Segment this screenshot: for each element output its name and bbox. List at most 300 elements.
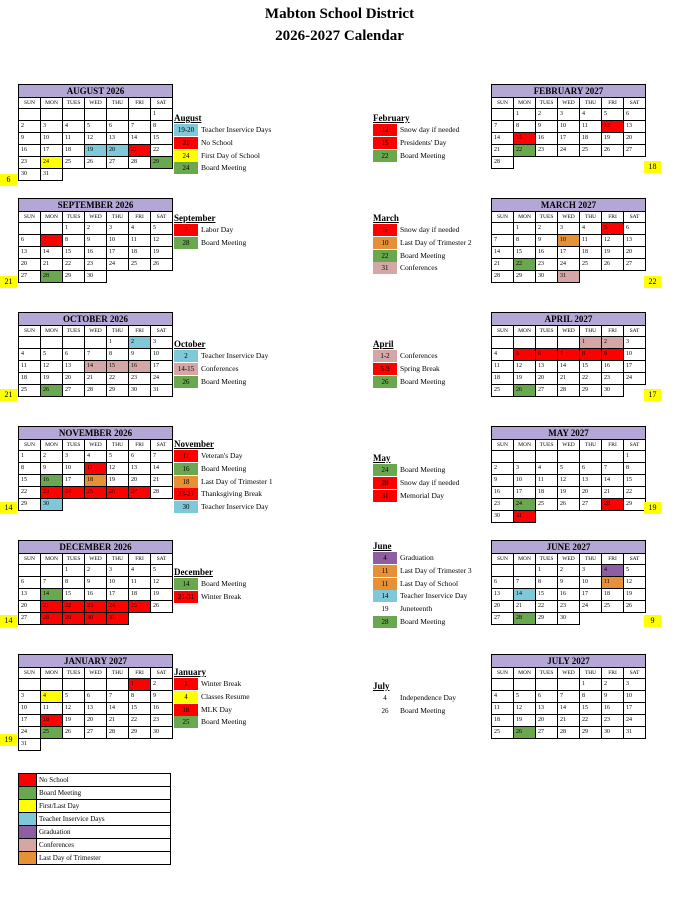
day-cell: 9: [536, 235, 558, 247]
day-name: MON: [41, 98, 63, 109]
event-text: Last Day of School: [400, 578, 459, 588]
day-cell: 25: [129, 601, 151, 613]
month-header: JULY 2027: [492, 655, 646, 668]
event-text: Conferences: [201, 364, 239, 374]
day-cell: 12: [514, 361, 536, 373]
day-cell: 22: [514, 259, 536, 271]
event-date-badge: 21-31: [174, 591, 198, 603]
day-cell: 10: [151, 349, 173, 361]
legend-swatch: [19, 852, 37, 865]
day-cell: 9: [129, 349, 151, 361]
day-cell: 21: [492, 145, 514, 157]
day-name: WED: [85, 98, 107, 109]
day-cell: [514, 337, 536, 349]
day-cell: 21: [558, 373, 580, 385]
day-cell: 2: [85, 223, 107, 235]
event-text: Winter Break: [201, 592, 242, 602]
day-count-badge: 22: [644, 276, 661, 288]
day-cell: 3: [558, 109, 580, 121]
day-name: TUES: [63, 326, 85, 337]
event-date-badge: 26: [373, 376, 397, 388]
legend-swatch: [19, 774, 37, 787]
day-cell: 19: [85, 145, 107, 157]
day-cell: 11: [41, 703, 63, 715]
day-cell: [580, 157, 602, 169]
day-cell: [624, 385, 646, 397]
day-cell: [558, 157, 580, 169]
day-count-badge: 19: [644, 502, 661, 514]
day-cell: 15: [19, 475, 41, 487]
day-name: THU: [107, 554, 129, 565]
day-cell: [107, 169, 129, 181]
event-row: [373, 237, 472, 250]
day-cell: 17: [580, 589, 602, 601]
day-cell: 1: [129, 679, 151, 691]
day-cell: 19: [151, 589, 173, 601]
day-cell: 11: [19, 361, 41, 373]
day-cell: 27: [19, 613, 41, 625]
event-date-badge: 30: [174, 501, 198, 513]
day-cell: 27: [19, 271, 41, 283]
day-cell: 31: [107, 613, 129, 625]
event-text: Teacher Inservice Days: [201, 125, 272, 135]
event-date-badge: 11: [174, 450, 198, 462]
event-text: Board Meeting: [201, 238, 247, 248]
day-cell: 31: [558, 271, 580, 283]
event-date-badge: 5: [373, 224, 397, 236]
event-row: [373, 249, 472, 262]
day-cell: 26: [514, 727, 536, 739]
event-text: Last Day of Trimester 3: [400, 566, 472, 576]
event-month: November: [174, 439, 214, 449]
day-cell: 1: [107, 337, 129, 349]
legend-swatch: [19, 787, 37, 800]
day-cell: 28: [129, 157, 151, 169]
day-cell: 24: [624, 373, 646, 385]
day-name: SAT: [624, 98, 646, 109]
day-cell: 18: [41, 715, 63, 727]
day-cell: 14: [492, 133, 514, 145]
day-cell: 13: [536, 361, 558, 373]
day-cell: 9: [85, 235, 107, 247]
day-cell: 6: [85, 691, 107, 703]
day-cell: [63, 109, 85, 121]
month-header: JUNE 2027: [492, 541, 646, 554]
day-cell: 27: [624, 145, 646, 157]
day-cell: 8: [624, 463, 646, 475]
day-cell: 15: [514, 247, 536, 259]
day-cell: 24: [107, 601, 129, 613]
day-cell: 5: [63, 691, 85, 703]
day-cell: 18: [602, 589, 624, 601]
day-cell: 5: [624, 565, 646, 577]
day-cell: 5: [151, 565, 173, 577]
day-cell: [624, 157, 646, 169]
event-row: [373, 577, 472, 590]
day-cell: [107, 739, 129, 751]
day-cell: 4: [85, 451, 107, 463]
day-cell: 27: [580, 499, 602, 511]
day-cell: 28: [107, 727, 129, 739]
event-date-badge: 21: [174, 137, 198, 149]
event-date-badge: 11: [373, 578, 397, 590]
day-cell: [151, 739, 173, 751]
event-list: [373, 540, 472, 628]
day-cell: 25: [41, 727, 63, 739]
month-calendar: [18, 540, 173, 625]
day-cell: [41, 223, 63, 235]
day-cell: 19: [602, 247, 624, 259]
day-name: SUN: [492, 668, 514, 679]
day-cell: 30: [85, 271, 107, 283]
day-cell: 10: [19, 703, 41, 715]
event-text: Teacher Inservice Day: [201, 502, 269, 512]
month-header: MARCH 2027: [492, 199, 646, 212]
day-cell: 2: [19, 121, 41, 133]
event-text: Graduation: [400, 553, 434, 563]
day-cell: 23: [41, 487, 63, 499]
day-cell: 21: [558, 715, 580, 727]
day-cell: [19, 337, 41, 349]
event-text: Board Meeting: [400, 150, 446, 160]
day-cell: 15: [514, 133, 536, 145]
day-count-badge: 21: [0, 389, 17, 401]
day-cell: 20: [129, 475, 151, 487]
day-name: THU: [107, 440, 129, 451]
day-cell: 6: [19, 235, 41, 247]
event-text: Board Meeting: [400, 465, 446, 475]
day-cell: 5: [107, 451, 129, 463]
day-cell: [536, 157, 558, 169]
event-date-badge: 4: [373, 552, 397, 564]
day-name: TUES: [63, 98, 85, 109]
day-cell: 30: [536, 271, 558, 283]
day-cell: 6: [580, 463, 602, 475]
day-cell: 21: [41, 259, 63, 271]
event-row: [174, 716, 250, 729]
day-cell: 29: [63, 271, 85, 283]
day-cell: [107, 499, 129, 511]
event-text: Winter Break: [201, 679, 242, 689]
day-cell: [514, 157, 536, 169]
legend-label: Board Meeting: [37, 787, 171, 800]
day-cell: 11: [602, 577, 624, 589]
event-text: Memorial Day: [400, 490, 444, 500]
event-date-badge: 24: [174, 150, 198, 162]
event-row: [174, 137, 271, 150]
event-row: [373, 590, 472, 603]
day-cell: 27: [63, 385, 85, 397]
event-date-badge: 12: [373, 124, 397, 136]
event-list: [373, 680, 456, 717]
day-cell: 5: [514, 691, 536, 703]
day-cell: 1: [580, 679, 602, 691]
event-row: [373, 363, 445, 376]
day-cell: 7: [151, 451, 173, 463]
day-cell: 26: [602, 145, 624, 157]
page-subtitle: 2026-2027 Calendar: [275, 28, 404, 44]
event-text: Last Day of Trimester 2: [400, 238, 472, 248]
event-text: First Day of School: [201, 150, 260, 160]
day-cell: 27: [129, 487, 151, 499]
day-cell: 10: [514, 475, 536, 487]
day-cell: 15: [536, 589, 558, 601]
day-cell: 6: [624, 223, 646, 235]
day-cell: 18: [129, 589, 151, 601]
day-cell: 10: [624, 349, 646, 361]
day-cell: 29: [19, 499, 41, 511]
day-cell: 6: [624, 109, 646, 121]
event-text: Board Meeting: [201, 579, 247, 589]
day-cell: [536, 337, 558, 349]
day-cell: 9: [558, 577, 580, 589]
event-row: [373, 464, 459, 477]
day-cell: [602, 613, 624, 625]
legend-row: [19, 852, 171, 865]
event-text: MLK Day: [201, 704, 233, 714]
event-date-badge: 5-9: [373, 363, 397, 375]
event-list: [373, 112, 459, 162]
day-cell: [63, 739, 85, 751]
day-cell: [85, 499, 107, 511]
day-cell: 4: [602, 565, 624, 577]
day-cell: 7: [492, 121, 514, 133]
day-name: WED: [558, 440, 580, 451]
day-cell: 2: [41, 451, 63, 463]
event-date-badge: 28: [174, 237, 198, 249]
day-cell: 19: [624, 589, 646, 601]
day-cell: 9: [151, 691, 173, 703]
event-date-badge: 14: [174, 578, 198, 590]
day-cell: [129, 739, 151, 751]
event-list: [174, 212, 246, 249]
day-cell: 11: [536, 475, 558, 487]
day-name: MON: [41, 554, 63, 565]
day-name: THU: [580, 440, 602, 451]
day-cell: 12: [85, 133, 107, 145]
day-cell: 19: [514, 715, 536, 727]
day-name: MON: [514, 668, 536, 679]
day-cell: 1: [514, 109, 536, 121]
day-name: THU: [107, 668, 129, 679]
event-date-badge: 14-15: [174, 363, 198, 375]
day-cell: 5: [41, 349, 63, 361]
day-cell: [602, 511, 624, 523]
day-cell: 11: [63, 133, 85, 145]
day-cell: [514, 679, 536, 691]
event-row: [174, 237, 246, 250]
event-month: June: [373, 541, 392, 551]
day-cell: 7: [558, 349, 580, 361]
event-date-badge: 23-27: [174, 488, 198, 500]
day-cell: 15: [107, 361, 129, 373]
day-cell: 31: [19, 739, 41, 751]
day-cell: 22: [536, 601, 558, 613]
day-name: SUN: [492, 440, 514, 451]
day-cell: 7: [492, 235, 514, 247]
day-cell: 21: [151, 475, 173, 487]
day-cell: [492, 451, 514, 463]
event-text: Classes Resume: [201, 692, 250, 702]
event-list: [373, 338, 445, 388]
day-cell: 1: [19, 451, 41, 463]
day-cell: [129, 613, 151, 625]
day-cell: [624, 511, 646, 523]
day-cell: 24: [41, 157, 63, 169]
day-cell: [107, 271, 129, 283]
day-cell: 26: [602, 259, 624, 271]
legend-row: [19, 800, 171, 813]
day-cell: 20: [536, 715, 558, 727]
day-cell: 11: [492, 703, 514, 715]
day-cell: 21: [107, 715, 129, 727]
day-cell: 19: [41, 373, 63, 385]
legend-label: First/Last Day: [37, 800, 171, 813]
day-cell: 25: [492, 727, 514, 739]
day-name: WED: [85, 554, 107, 565]
day-name: FRI: [602, 440, 624, 451]
day-cell: 15: [63, 247, 85, 259]
event-date-badge: 24: [373, 464, 397, 476]
day-name: SUN: [19, 440, 41, 451]
day-cell: 20: [624, 247, 646, 259]
day-cell: 25: [492, 385, 514, 397]
day-cell: [19, 109, 41, 121]
day-cell: 16: [492, 487, 514, 499]
event-text: Conferences: [400, 263, 438, 273]
day-cell: 10: [558, 235, 580, 247]
day-cell: 3: [107, 565, 129, 577]
event-text: Thanksgiving Break: [201, 489, 263, 499]
day-cell: 12: [602, 121, 624, 133]
day-cell: 21: [492, 259, 514, 271]
month-header: SEPTEMBER 2026: [19, 199, 173, 212]
day-cell: 6: [107, 121, 129, 133]
day-cell: 8: [129, 691, 151, 703]
day-cell: 21: [129, 145, 151, 157]
day-cell: [41, 109, 63, 121]
day-cell: 15: [580, 703, 602, 715]
day-name: TUES: [536, 326, 558, 337]
day-name: MON: [514, 440, 536, 451]
day-cell: [151, 613, 173, 625]
day-cell: 14: [558, 703, 580, 715]
day-name: FRI: [602, 668, 624, 679]
day-cell: 11: [129, 577, 151, 589]
event-row: [373, 375, 445, 388]
event-text: Teacher Inservice Day: [400, 591, 468, 601]
event-month: July: [373, 681, 390, 691]
day-cell: 12: [624, 577, 646, 589]
event-date-badge: 1: [174, 678, 198, 690]
day-cell: [85, 679, 107, 691]
day-cell: [602, 157, 624, 169]
day-cell: 15: [624, 475, 646, 487]
day-name: SAT: [624, 668, 646, 679]
day-cell: 19: [63, 715, 85, 727]
event-month: March: [373, 213, 399, 223]
day-name: MON: [514, 98, 536, 109]
event-row: [373, 615, 472, 628]
day-cell: 17: [151, 361, 173, 373]
event-month: January: [174, 667, 207, 677]
day-cell: [514, 565, 536, 577]
event-row: [174, 703, 250, 716]
day-cell: 25: [85, 487, 107, 499]
legend-swatch: [19, 813, 37, 826]
event-month: February: [373, 113, 410, 123]
day-cell: 3: [624, 679, 646, 691]
day-cell: 23: [492, 499, 514, 511]
event-month: December: [174, 567, 213, 577]
day-cell: 19: [558, 487, 580, 499]
day-cell: 23: [536, 259, 558, 271]
day-cell: 26: [151, 601, 173, 613]
day-cell: [107, 679, 129, 691]
legend-row: [19, 826, 171, 839]
day-cell: 10: [41, 133, 63, 145]
day-cell: 6: [63, 349, 85, 361]
event-row: [174, 149, 271, 162]
event-text: Independence Day: [400, 693, 457, 703]
day-cell: 4: [536, 463, 558, 475]
day-cell: 16: [151, 703, 173, 715]
day-cell: 22: [580, 715, 602, 727]
day-cell: 10: [107, 235, 129, 247]
day-cell: 14: [41, 247, 63, 259]
day-count-badge: 9: [644, 615, 661, 627]
day-cell: 22: [63, 259, 85, 271]
day-cell: 29: [624, 499, 646, 511]
day-cell: 26: [151, 259, 173, 271]
day-cell: 24: [624, 715, 646, 727]
day-cell: 18: [580, 133, 602, 145]
event-text: Labor Day: [201, 225, 234, 235]
month-calendar: [491, 312, 646, 397]
day-cell: 18: [492, 715, 514, 727]
day-cell: [19, 223, 41, 235]
event-text: Board Meeting: [400, 616, 446, 626]
day-cell: 25: [536, 499, 558, 511]
day-cell: 26: [558, 499, 580, 511]
day-name: FRI: [602, 326, 624, 337]
event-date-badge: 4: [383, 694, 387, 703]
day-cell: 28: [41, 271, 63, 283]
day-name: THU: [580, 326, 602, 337]
day-cell: [19, 565, 41, 577]
day-cell: 22: [19, 487, 41, 499]
day-cell: 22: [63, 601, 85, 613]
day-cell: 25: [580, 145, 602, 157]
legend: [18, 773, 171, 865]
event-month: May: [373, 453, 391, 463]
day-cell: 3: [41, 121, 63, 133]
event-date-badge: 18: [174, 704, 198, 716]
month-header: OCTOBER 2026: [19, 313, 173, 326]
day-cell: [580, 451, 602, 463]
day-cell: 13: [19, 589, 41, 601]
month-calendar: [18, 654, 173, 751]
day-cell: 28: [602, 499, 624, 511]
day-cell: 2: [492, 463, 514, 475]
day-cell: 30: [151, 727, 173, 739]
event-text: Board Meeting: [201, 464, 247, 474]
day-cell: 12: [151, 235, 173, 247]
day-cell: 16: [536, 133, 558, 145]
event-date-badge: 1-2: [373, 350, 397, 362]
day-cell: 29: [129, 727, 151, 739]
day-cell: 7: [514, 577, 536, 589]
